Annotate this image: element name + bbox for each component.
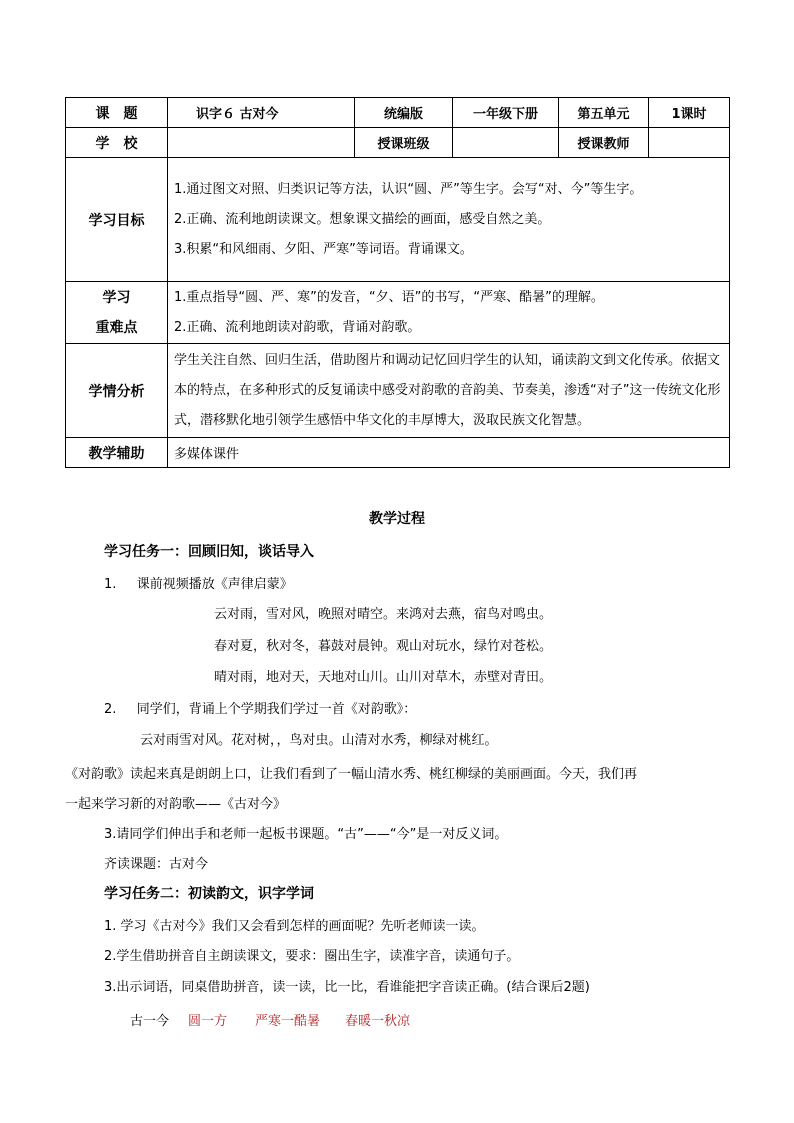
word-pair: 春暖一秋凉 xyxy=(345,1014,411,1029)
aids-value: 多媒体课件 xyxy=(168,438,730,468)
paragraph-line: 《对韵歌》读起来真是朗朗上口，让我们看到了一幅山清水秀、桃红柳绿的美丽画面。今天，我们再 xyxy=(65,767,638,782)
edition-cell: 统编版 xyxy=(355,98,453,128)
list-item: 3.出示词语，同桌借助拼音，读一读，比一比，看谁能把字音读正确。(结合课后2题) xyxy=(104,980,590,995)
list-item: 2. 同学们，背诵上个学期我们学过一首《对韵歌》： xyxy=(104,702,417,717)
poem-line: 云对雨雪对风。花对树，，鸟对虫。山清对水秀，柳绿对桃红。 xyxy=(140,733,498,748)
hours-cell: 1课时 xyxy=(649,98,730,128)
word-pair: 严寒一酷暑 xyxy=(255,1014,321,1029)
list-item: 齐读课题：古对今 xyxy=(104,857,209,872)
poem-line: 晴对雨，地对天，天地对山川。山川对草木，赤壁对青田。 xyxy=(214,670,553,685)
word-pair: 圆一方 xyxy=(188,1014,228,1029)
difficulty-content xyxy=(168,282,730,344)
lesson-info-table xyxy=(65,97,730,468)
analysis-content: 学生关注自然、回归生活，借助图片和调动记忆回归学生的认知，诵读韵文到文化传承。依据文本的特点，在多种形式的反复诵读中感受对韵歌的音韵美、节奏美，渗透“对子”这一传统文化形式，潜移默化地引领学生感悟中华文化的丰厚博大，汲取民族文化智慧。 xyxy=(168,344,730,438)
topic-value: 识字６ 古对今 xyxy=(168,98,355,128)
table-row xyxy=(66,98,730,128)
list-item: 1. 学习《古对今》我们又会看到怎样的画面呢？先听老师读一读。 xyxy=(104,919,485,934)
process-title: 教学过程 xyxy=(369,511,425,527)
table-row xyxy=(66,282,730,344)
goal-item: 3.积累“和风细雨、夕阳、严寒”等词语。背诵课文。 xyxy=(174,241,473,257)
class-value xyxy=(453,128,559,158)
difficulty-label: 学习 重难点 xyxy=(66,282,168,344)
goals-content xyxy=(168,158,730,282)
school-label: 学 校 xyxy=(66,128,168,158)
list-item: 3.请同学们伸出手和老师一起板书课题。“古”——“今”是一对反义词。 xyxy=(104,827,508,842)
difficulty-item: 1.重点指导“圆、严、寒”的发音，“夕、语”的书写，“严寒、酷暑”的理解。 xyxy=(174,289,604,305)
goal-item: 1.通过图文对照、归类识记等方法，认识“圆、严”等生字。会写“对、今”等生字。 xyxy=(174,181,643,197)
unit-cell: 第五单元 xyxy=(559,98,649,128)
task1-heading: 学习任务一：回顾旧知，谈话导入 xyxy=(104,544,314,560)
table-row xyxy=(66,158,730,282)
grade-cell: 一年级下册 xyxy=(453,98,559,128)
paragraph-line: 一起来学习新的对韵歌——《古对今》 xyxy=(65,797,287,812)
list-item: 1. 课前视频播放《声律启蒙》 xyxy=(104,577,293,592)
word-pair: 古一今 xyxy=(130,1014,170,1029)
table-row xyxy=(66,438,730,468)
teacher-value xyxy=(649,128,730,158)
teacher-label: 授课教师 xyxy=(559,128,649,158)
difficulty-item: 2.正确、流利地朗读对韵歌，背诵对韵歌。 xyxy=(174,319,421,335)
goals-label: 学习目标 xyxy=(66,158,168,282)
poem-line: 云对雨，雪对风，晚照对晴空。来鸿对去燕，宿鸟对鸣虫。 xyxy=(214,607,553,622)
analysis-label: 学情分析 xyxy=(66,344,168,438)
topic-label: 课 题 xyxy=(66,98,168,128)
class-label: 授课班级 xyxy=(355,128,453,158)
list-item: 2.学生借助拼音自主朗读课文，要求：圈出生字，读准字音，读通句子。 xyxy=(104,949,520,964)
table-row xyxy=(66,344,730,438)
task2-heading: 学习任务二：初读韵文，识字学词 xyxy=(104,886,314,902)
school-value xyxy=(168,128,355,158)
goal-item: 2.正确、流利地朗读课文。想象课文描绘的画面，感受自然之美。 xyxy=(174,211,551,227)
table-row xyxy=(66,128,730,158)
aids-label: 教学辅助 xyxy=(66,438,168,468)
poem-line: 春对夏，秋对冬，暮鼓对晨钟。观山对玩水，绿竹对苍松。 xyxy=(214,639,553,654)
